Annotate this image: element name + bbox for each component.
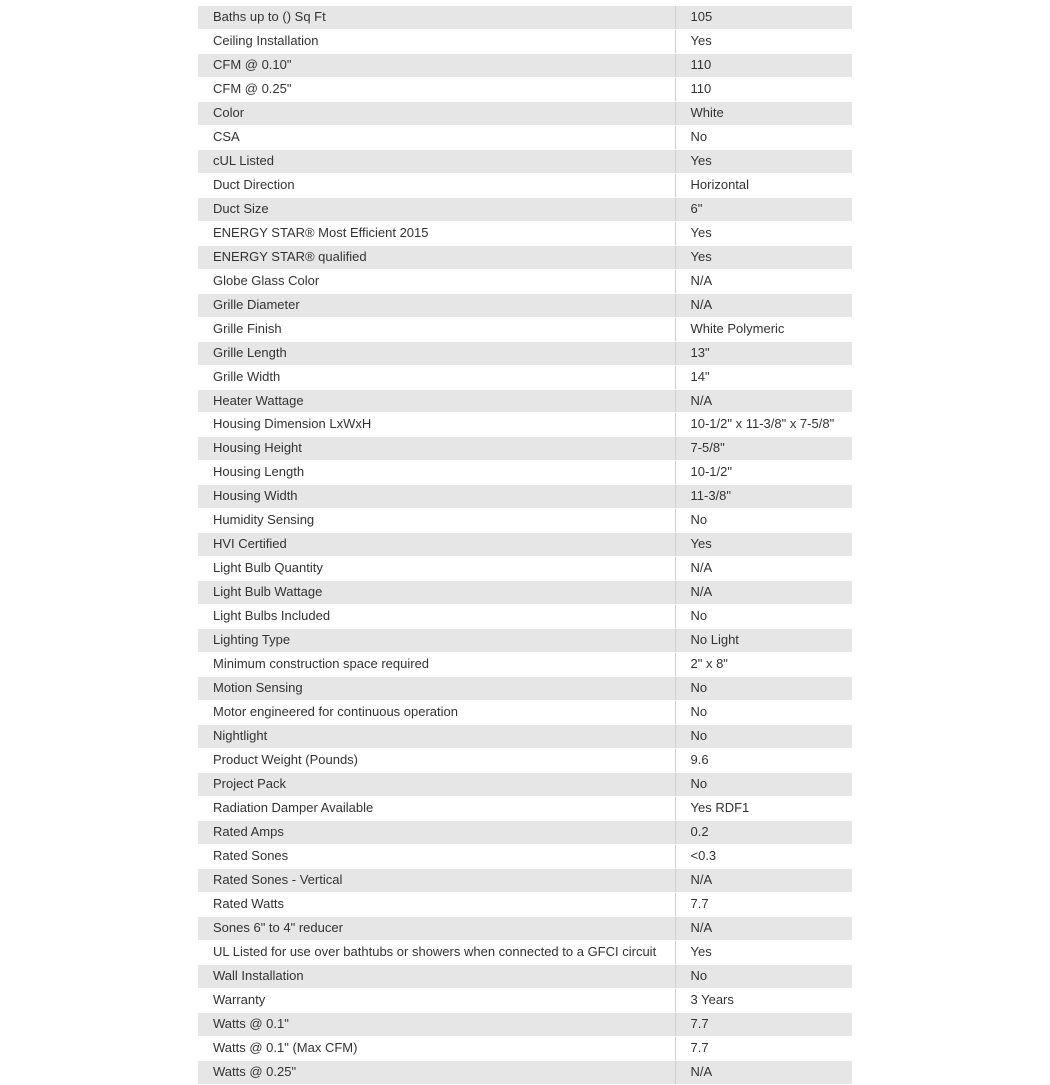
spec-value: 0.2 <box>675 820 852 844</box>
spec-value: 110 <box>675 53 852 77</box>
spec-value: 7-5/8" <box>675 437 852 461</box>
spec-value: No <box>675 964 852 988</box>
spec-value: No <box>675 509 852 533</box>
table-row <box>198 533 852 557</box>
table-row <box>198 413 852 437</box>
spec-value: No <box>675 605 852 629</box>
spec-value: N/A <box>675 389 852 413</box>
table-row <box>198 317 852 341</box>
spec-label: Rated Amps <box>198 820 675 844</box>
table-row <box>198 389 852 413</box>
table-row <box>198 844 852 868</box>
table-row <box>198 629 852 653</box>
spec-value: 11-3/8" <box>675 485 852 509</box>
spec-value: N/A <box>675 557 852 581</box>
table-row <box>198 53 852 77</box>
table-row <box>198 293 852 317</box>
spec-value: N/A <box>675 581 852 605</box>
spec-label: Rated Watts <box>198 892 675 916</box>
spec-value: Yes <box>675 940 852 964</box>
spec-label: Humidity Sensing <box>198 509 675 533</box>
spec-value: No <box>675 701 852 725</box>
spec-value: <0.3 <box>675 844 852 868</box>
spec-label: Color <box>198 101 675 125</box>
spec-value: N/A <box>675 916 852 940</box>
spec-table <box>198 6 852 1085</box>
table-row <box>198 197 852 221</box>
spec-label: ENERGY STAR® Most Efficient 2015 <box>198 221 675 245</box>
table-row <box>198 461 852 485</box>
table-row <box>198 221 852 245</box>
spec-label: Project Pack <box>198 773 675 797</box>
spec-value: N/A <box>675 868 852 892</box>
spec-label: Housing Length <box>198 461 675 485</box>
spec-label: Light Bulbs Included <box>198 605 675 629</box>
spec-label: CFM @ 0.10" <box>198 53 675 77</box>
spec-value: 10-1/2" <box>675 461 852 485</box>
spec-table-container <box>198 6 852 1085</box>
spec-label: Heater Wattage <box>198 389 675 413</box>
spec-label: Nightlight <box>198 725 675 749</box>
spec-value: Yes <box>675 533 852 557</box>
spec-label: Grille Length <box>198 341 675 365</box>
spec-value: 6" <box>675 197 852 221</box>
table-row <box>198 796 852 820</box>
spec-value: N/A <box>675 293 852 317</box>
spec-value: 7.7 <box>675 1036 852 1060</box>
spec-label: Rated Sones <box>198 844 675 868</box>
spec-label: ENERGY STAR® qualified <box>198 245 675 269</box>
table-row <box>198 916 852 940</box>
table-row <box>198 6 852 29</box>
table-row <box>198 653 852 677</box>
table-row <box>198 868 852 892</box>
spec-label: CFM @ 0.25" <box>198 77 675 101</box>
spec-label: UL Listed for use over bathtubs or showers when connected to a GFCI circuit <box>198 940 675 964</box>
table-row <box>198 940 852 964</box>
table-row <box>198 581 852 605</box>
table-row <box>198 437 852 461</box>
spec-label: Ceiling Installation <box>198 29 675 53</box>
spec-value: No <box>675 677 852 701</box>
spec-value: 3 Years <box>675 988 852 1012</box>
spec-value: N/A <box>675 1060 852 1084</box>
table-row <box>198 605 852 629</box>
spec-value: 13" <box>675 341 852 365</box>
spec-value: No <box>675 773 852 797</box>
spec-label: Watts @ 0.25" <box>198 1060 675 1084</box>
table-row <box>198 701 852 725</box>
spec-label: Warranty <box>198 988 675 1012</box>
spec-label: Minimum construction space required <box>198 653 675 677</box>
table-row <box>198 725 852 749</box>
table-row <box>198 29 852 53</box>
spec-value: Yes <box>675 29 852 53</box>
spec-label: Light Bulb Wattage <box>198 581 675 605</box>
spec-label: Housing Width <box>198 485 675 509</box>
table-row <box>198 773 852 797</box>
spec-label: Duct Direction <box>198 173 675 197</box>
spec-value: Yes <box>675 149 852 173</box>
table-row <box>198 988 852 1012</box>
spec-label: Globe Glass Color <box>198 269 675 293</box>
table-row <box>198 245 852 269</box>
table-row <box>198 677 852 701</box>
spec-label: Sones 6" to 4" reducer <box>198 916 675 940</box>
table-row <box>198 749 852 773</box>
spec-value: Yes RDF1 <box>675 796 852 820</box>
spec-value: 110 <box>675 77 852 101</box>
table-row <box>198 1060 852 1084</box>
table-row <box>198 509 852 533</box>
spec-label: Motion Sensing <box>198 677 675 701</box>
table-row <box>198 557 852 581</box>
spec-label: CSA <box>198 125 675 149</box>
spec-value: 105 <box>675 6 852 29</box>
spec-value: No <box>675 125 852 149</box>
spec-label: Watts @ 0.1" <box>198 1012 675 1036</box>
spec-label: Light Bulb Quantity <box>198 557 675 581</box>
table-row <box>198 1036 852 1060</box>
spec-label: Grille Finish <box>198 317 675 341</box>
table-row <box>198 365 852 389</box>
spec-value: No <box>675 725 852 749</box>
table-row <box>198 77 852 101</box>
table-row <box>198 964 852 988</box>
spec-value: Horizontal <box>675 173 852 197</box>
spec-label: Rated Sones - Vertical <box>198 868 675 892</box>
table-row <box>198 485 852 509</box>
spec-label: Duct Size <box>198 197 675 221</box>
table-row <box>198 892 852 916</box>
spec-value: 14" <box>675 365 852 389</box>
spec-label: Baths up to () Sq Ft <box>198 6 675 29</box>
spec-value: Yes <box>675 221 852 245</box>
spec-label: Grille Diameter <box>198 293 675 317</box>
spec-label: Motor engineered for continuous operation <box>198 701 675 725</box>
spec-value: 9.6 <box>675 749 852 773</box>
spec-value: 10-1/2" x 11-3/8" x 7-5/8" <box>675 413 852 437</box>
table-row <box>198 173 852 197</box>
spec-label: HVI Certified <box>198 533 675 557</box>
table-row <box>198 269 852 293</box>
spec-value: No Light <box>675 629 852 653</box>
spec-value: 7.7 <box>675 892 852 916</box>
table-row <box>198 149 852 173</box>
table-row <box>198 1012 852 1036</box>
spec-label: Product Weight (Pounds) <box>198 749 675 773</box>
table-row <box>198 101 852 125</box>
spec-label: Lighting Type <box>198 629 675 653</box>
spec-value: N/A <box>675 269 852 293</box>
spec-label: Wall Installation <box>198 964 675 988</box>
spec-label: Housing Dimension LxWxH <box>198 413 675 437</box>
table-row <box>198 125 852 149</box>
spec-value: White Polymeric <box>675 317 852 341</box>
spec-label: Grille Width <box>198 365 675 389</box>
spec-label: Housing Height <box>198 437 675 461</box>
spec-label: Watts @ 0.1" (Max CFM) <box>198 1036 675 1060</box>
spec-value: Yes <box>675 245 852 269</box>
spec-value: 2" x 8" <box>675 653 852 677</box>
spec-table-body <box>198 6 852 1084</box>
table-row <box>198 341 852 365</box>
spec-label: Radiation Damper Available <box>198 796 675 820</box>
spec-value: 7.7 <box>675 1012 852 1036</box>
table-row <box>198 820 852 844</box>
spec-label: cUL Listed <box>198 149 675 173</box>
spec-value: White <box>675 101 852 125</box>
